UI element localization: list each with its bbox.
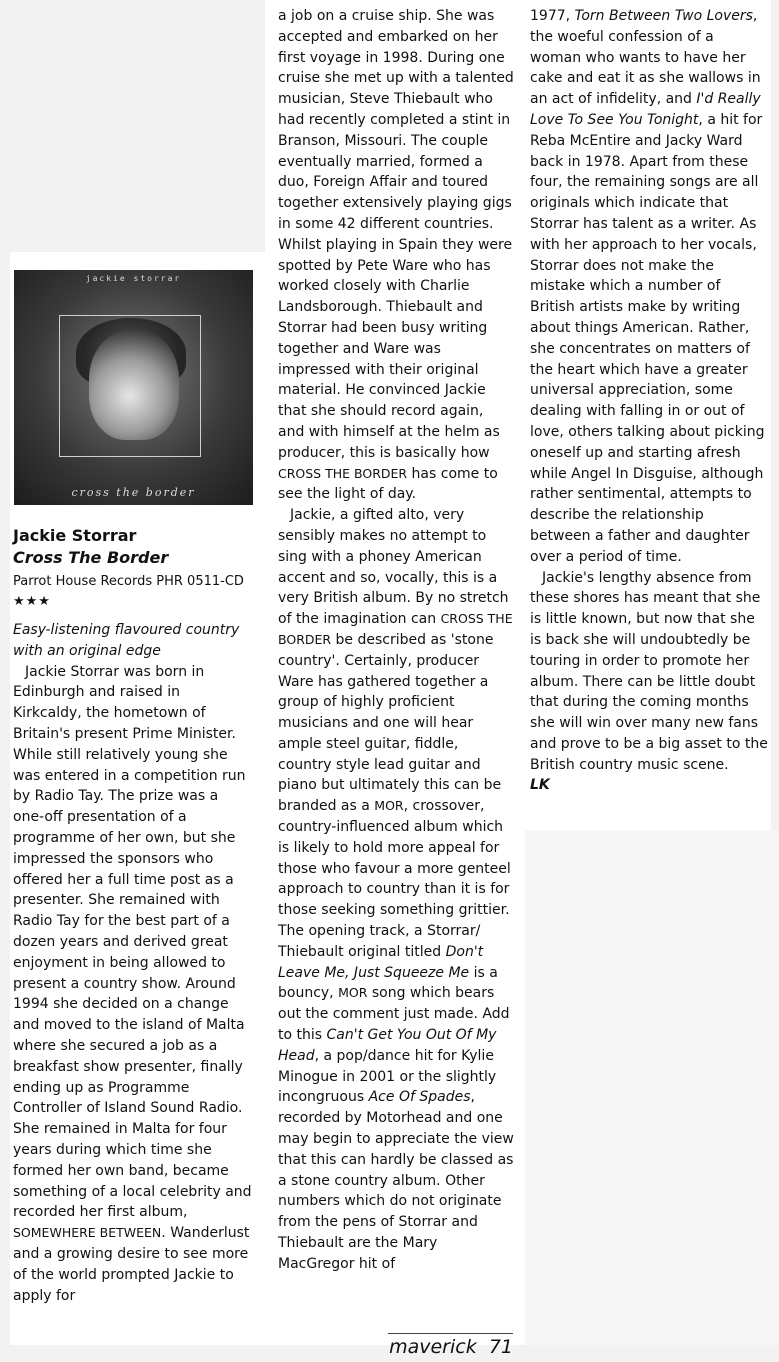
blank-area: [10, 0, 265, 252]
blank-area: [771, 0, 779, 830]
paragraph: Jackie's lengthy absence from these shores has meant that she is little known, but now that she is back she will undoubtedly be touring in order to promote her album. There can be little doubt that during the coming months she will win over many new fans and prove to be a big asset to the British country music scene.: [530, 569, 768, 773]
blank-area: [0, 0, 10, 1362]
paragraph: Jackie, a gifted alto, very sensibly makes no attempt to sing with a phoney American accent and so, vocally, this is a very British album. By no stretch of the imagination can CROSS THE BORDER be described as 'stone country'. Certainly, producer Ware has gathered together a group of highly proficient musicians and one will hear ample steel guitar, fiddle, country style lead guitar and piano but ultimately this can be branded as a MOR, crossover, country-influenced album which is likely to hold more appeal for those who favour a more genteel approach to country than it is for those seeking something grittier. The opening track, a Storrar/ Thiebault original titled Don't Leave Me, Just Squeeze Me is a bouncy, MOR song which bears out the comment just made. Add to this Can't Get You Out Of My Head, a pop/dance hit for Kylie Minogue in 2001 or the slightly incongruous Ace Of Spades, recorded by Motorhead and one may begin to appreciate the view that this can hardly be classed as a stone country album. Other numbers which do not originate from the pens of Storrar and Thiebault are the Mary MacGregor hit of: [278, 507, 514, 1272]
album-title: Cross The Border: [13, 548, 169, 567]
standfirst: Easy-listening flavoured country with an original edge: [13, 622, 240, 659]
paragraph: Jackie Storrar was born in Edinburgh and raised in Kirkcaldy, the hometown of Britain's present Prime Minister. While still relatively young she was entered in a competition run by Radio Tay. The prize was a one-off presentation of a programme of her own, but she impressed the sponsors who offered her a full time post as a presenter. She remained with Radio Tay for the best part of a dozen years and derived great enjoyment in being allowed to present a country show. Around 1994 she decided on a change and moved to the island of Malta where she secured a job as a breakfast show presenter, finally ending up as Programme Controller of Island Sound Radio. She remained in Malta for four years during which time she formed her own band, became something of a local celebrity and recorded her first album, SOMEWHERE BETWEEN. Wanderlust and a growing desire to see more of the world prompted Jackie to apply for: [13, 663, 252, 1304]
page-number: 71: [488, 1336, 513, 1358]
paragraph: a job on a cruise ship. She was accepted and embarked on her first voyage in 1998. During one cruise she met up with a talented musician, Steve Thiebault who had recently completed a stint in Branson, Missouri. The couple eventually married, formed a duo, Foreign Affair and toured together extensively playing gigs in some 42 different countries. Whilst playing in Spain they were spotted by Pete Ware who has worked closely with Charlie Landsborough. Thiebault and Storrar had been busy writing together and Ware was impressed with their original material. He convinced Jackie that she should record again, and with himself at the helm as producer, this is basically how CROSS THE BORDER has come to see the light of day.: [278, 8, 514, 503]
paragraph: 1977, Torn Between Two Lovers, the woeful confession of a woman who wants to have her cake and eat it as she wallows in an act of infidelity, and I'd Really Love To See You Tonight, a hit for Reba McEntire and Jacky Ward back in 1978. Apart from these four, the remaining songs are all originals which indicate that Storrar has talent as a writer. As with her approach to her vocals, Storrar does not make the mistake which a number of British artists make by writing about things American. Rather, she concentrates on matters of the heart which have a greater universal appreciation, some dealing with falling in or out of love, others talking about picking oneself up and starting afresh while Angel In Disguise, although rather sentimental, attempts to describe the relationship between a father and daughter over a period of time.: [530, 8, 765, 565]
artist-name: Jackie Storrar: [13, 526, 137, 545]
cover-top-text: jackie storrar: [85, 274, 182, 283]
album-cover: [14, 270, 253, 505]
page-footer: [388, 1333, 513, 1360]
cover-portrait: [89, 330, 179, 440]
record-label: Parrot House Records PHR 0511-CD: [13, 574, 244, 589]
column-1: [13, 525, 253, 1306]
column-2: [278, 6, 514, 1275]
magazine-name: maverick: [389, 1336, 477, 1358]
signoff: LK: [530, 777, 550, 794]
rating-stars: ★★★: [13, 594, 51, 609]
column-3: [530, 6, 768, 796]
cover-bottom-text: cross the border: [71, 486, 196, 499]
blank-area: [525, 830, 779, 1345]
